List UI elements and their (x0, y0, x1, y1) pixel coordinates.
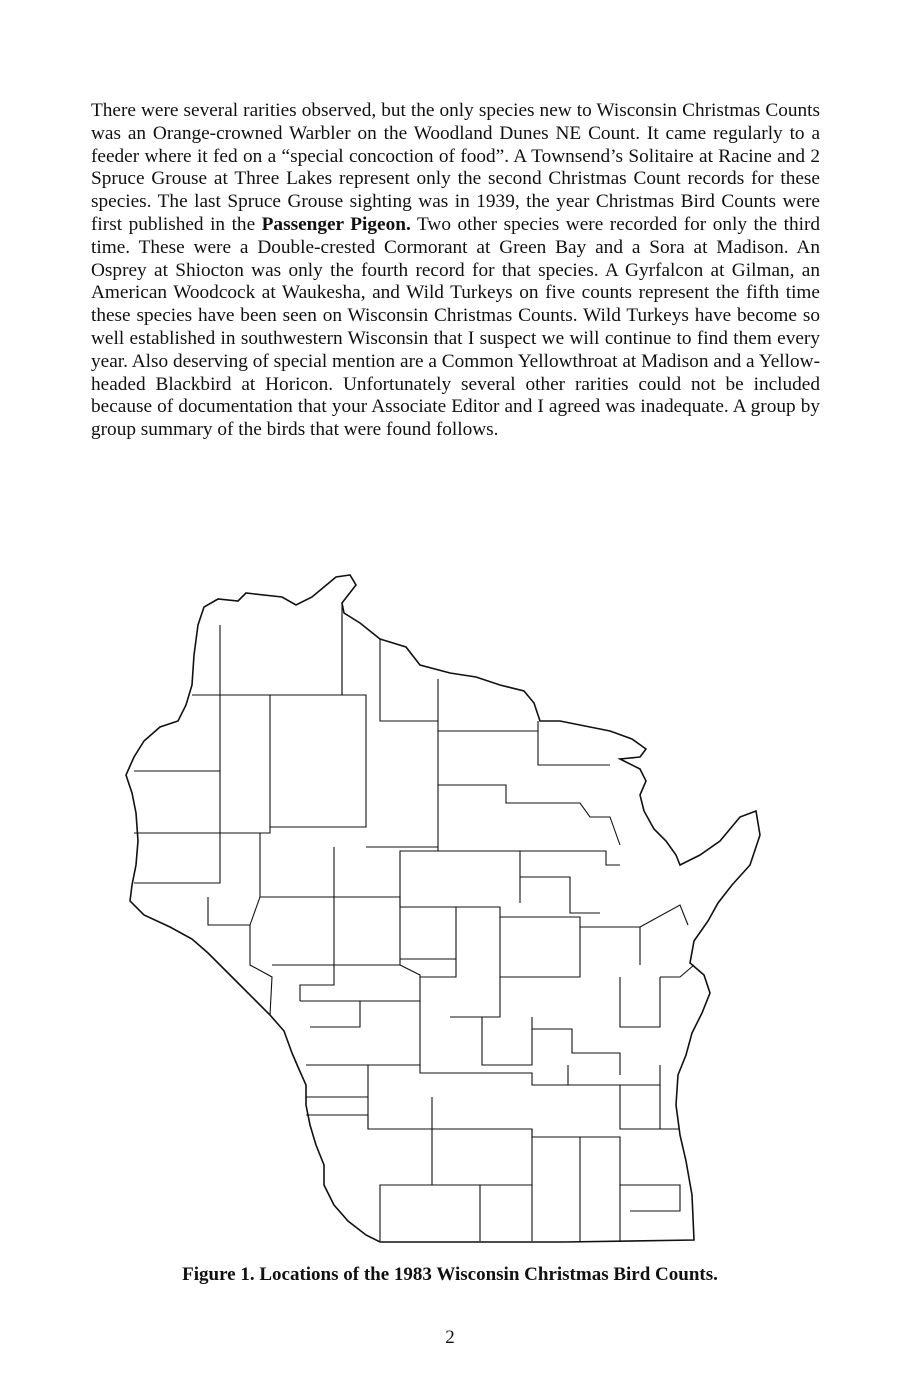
figure-caption: Figure 1. Locations of the 1983 Wisconsin Christmas Bird Counts. (182, 1264, 718, 1285)
page-number: 2 (445, 1327, 455, 1348)
body-paragraph (91, 100, 820, 442)
body-text-part-1: There were several rarities observed, but the only species new to Wisconsin Christmas Counts was an Orange-crowned Warbler on the Woodland Dunes NE Count. It came regularly to a feeder where it fed on a “special concoction of food”. A Townsend’s Solitaire at Racine and 2 Spruce Grouse at Three Lakes represent only the second Christmas Count records for these species. The last Spruce Grouse sighting was in 1939, the year Christmas Bird Counts were first published in the (91, 100, 820, 235)
body-text-part-2: Two other species were recorded for only the third time. These were a Double-crested Cormorant at Green Bay and a Sora at Madison. An Osprey at Shiocton was only the fourth record for that species. A Gyrfalcon at Gilman, an American Woodcock at Waukesha, and Wild Turkeys on five counts represent the fifth time these species have been seen on Wisconsin Christmas Counts. Wild Turkeys have become so well established in southwestern Wisconsin that I suspect we will continue to find them every year. Also deserving of special mention are a Common Yellowthroat at Madison and a Yellow-headed Blackbird at Horicon. Unfortunately several other rarities could not be included because of documentation that your Associate Editor and I agreed was inadequate. A group by group summary of the birds that were found follows. (91, 213, 821, 441)
state-outline (126, 575, 760, 1242)
county-lines (134, 603, 694, 1241)
journal-name: Passenger Pigeon. (261, 213, 411, 235)
wisconsin-map (120, 545, 800, 1250)
map-svg (120, 545, 800, 1250)
